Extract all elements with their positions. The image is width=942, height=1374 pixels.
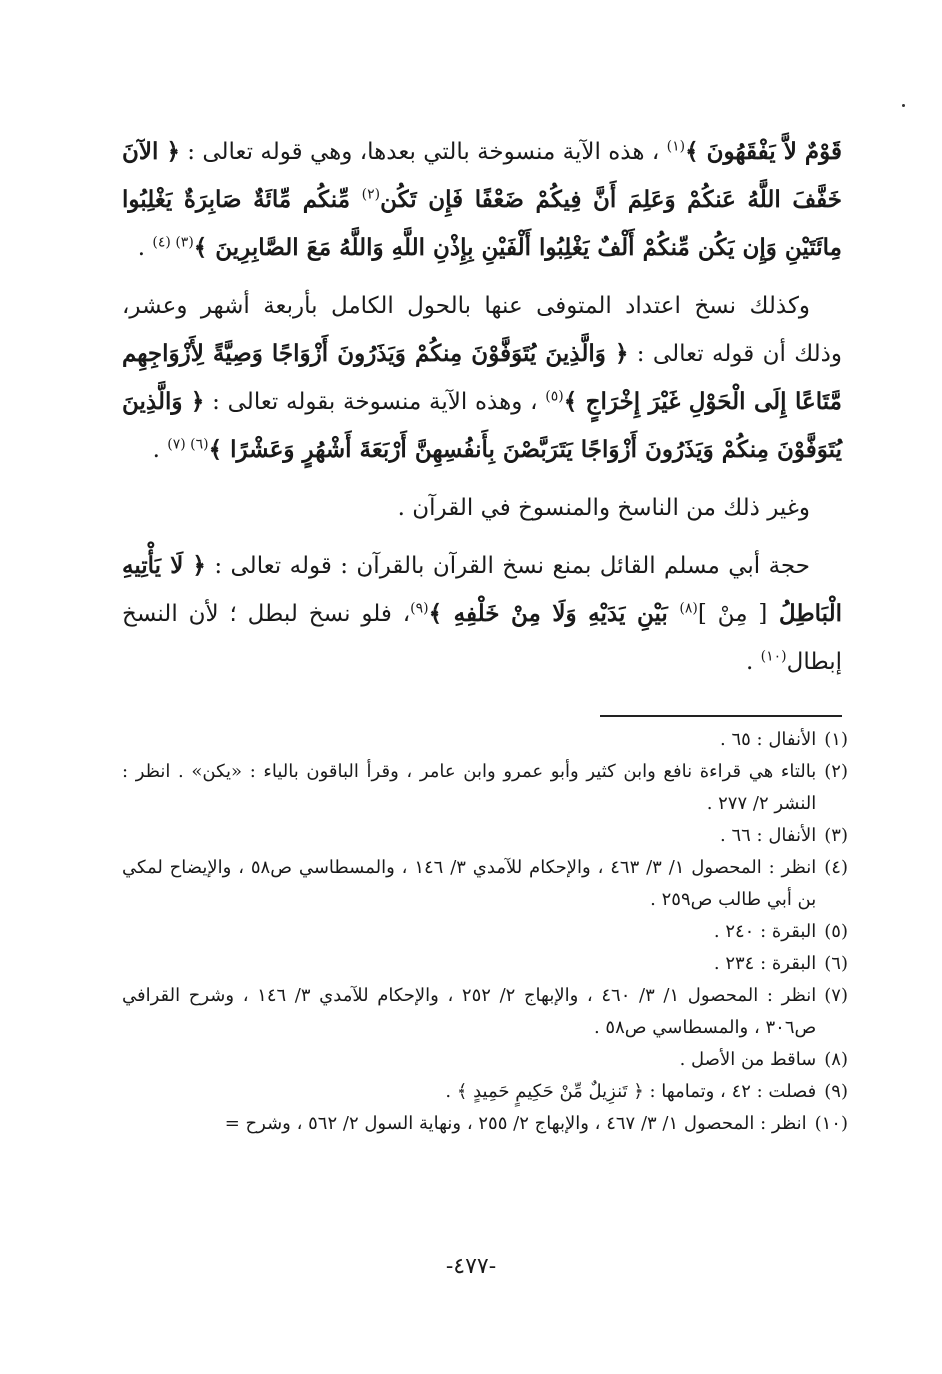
footnote-text: ساقط من الأصل . [679,1049,817,1070]
body-text: . [137,235,153,261]
footnote-number: (٧) [824,985,848,1006]
footnote-text: فصلت : ٤٢ ، وتمامها : ﴿ تَنزِيلٌ مِّنْ حَكِيمٍ حَمِيدٍ ﴾ . [445,1081,817,1102]
quran-quote: مِّنكُم مِّائَةٌ صَابِرَةٌ يَغْلِبُوا مِائَتَيْنِ وَإِن يَكُن مِّنكُمْ أَلْفٌ يَغْلِبُوا أَلْفَيْنِ بِإِذْنِ اللَّهِ وَاللَّهُ مَعَ الصَّابِرِينَ ﴾ [122,186,842,261]
footnote-ref: (١٠) [760,648,787,665]
print-speck [902,104,905,107]
footnote-number: (٤) [824,857,848,878]
footnote-ref: (٨) [679,600,698,617]
footnote-text: انظر : المحصول ١/ ٣/ ٤٦٣ ، والإحكام للآمدي ٣/ ١٤٦ ، والمسطاسي ص٥٨ ، والإيضاح لمكي بن أبي طالب ص٢٥٩ . [122,857,817,910]
footnote-6 [122,948,848,980]
footnote-7 [122,980,848,1044]
paragraph-2 [122,282,842,474]
footnote-3 [122,820,848,852]
footnote-ref: (٥) [545,388,564,405]
footnote-number: (٢) [824,761,848,782]
body-text: . [746,649,761,675]
footnote-text: البقرة : ٢٤٠ . [713,921,817,942]
footnote-9 [122,1076,848,1108]
page-number: -٤٧٧- [445,1254,497,1279]
footnote-text: البقرة : ٢٣٤ . [713,953,817,974]
footnote-number: (٩) [824,1081,848,1102]
quran-quote: ﴿ لَا يَأْتِيهِ الْبَاطِلُ [122,552,842,627]
footnote-10 [122,1108,848,1140]
paragraph-3 [122,484,842,532]
footnotes [122,724,848,1140]
paragraph-1 [122,128,842,272]
footnote-ref: (٦) (٧) [167,436,209,453]
footnote-number: (٦) [824,953,848,974]
body-text: ، هذه الآية منسوخة بالتي بعدها، وهي قوله تعالى : [179,139,667,165]
paragraph-4 [122,542,842,686]
body-text: ، فلو نسخ لبطل ؛ لأن النسخ إبطال [122,601,842,675]
footnote-number: (٥) [824,921,848,942]
body-text: [ مِنْ ] [697,601,768,627]
footnote-number: (٣) [824,825,848,846]
footnote-ref: (٢) [361,186,381,203]
quran-quote: بَيْنِ يَدَيْهِ وَلَا مِنْ خَلْفِهِ ﴾ [428,600,680,627]
footnote-text: انظر : المحصول ١/ ٣/ ٤٦٠ ، والإبهاج ٢/ ٢٥٢ ، والإحكام للآمدي ٣/ ١٤٦ ، وشرح القرافي ص٣٠٦ ، والمسطاسي ص٥٨ . [122,985,817,1038]
footnote-4 [122,852,848,916]
body-text: ، وهذه الآية منسوخة بقوله تعالى : [204,389,546,415]
body-text: وغير ذلك من الناسخ والمنسوخ في القرآن . [397,495,810,521]
footnote-ref: (٩) [410,600,429,617]
quran-quote: ﴿ وَالَّذِينَ يُتَوَفَّوْنَ مِنكُمْ وَيَذَرُونَ أَزْوَاجًا يَتَرَبَّصْنَ بِأَنفُسِهِنَّ أَرْبَعَةَ أَشْهُرٍ وَعَشْرًا ﴾ [122,388,842,463]
footnote-text: الأنفال : ٦٥ . [720,729,817,750]
footnote-2 [122,756,848,820]
footnote-text: الأنفال : ٦٦ . [720,825,817,846]
footnote-number: (١٠) [814,1113,848,1134]
footnote-8 [122,1044,848,1076]
quran-quote: ﴿ الآنَ خَفَّفَ اللَّهُ عَنكُمْ وَعَلِمَ أَنَّ فِيكُمْ ضَعْفًا فَإِن تَكُن [122,138,842,213]
footnote-number: (٨) [824,1049,848,1070]
footnote-ref: (١) [666,138,686,155]
footnote-separator [600,715,842,717]
body-text: . [152,437,168,463]
footnote-5 [122,916,848,948]
footnote-text: بالتاء هي قراءة نافع وابن كثير وأبو عمرو وابن عامر ، وقرأ الباقون بالياء : «يكن» . انظر : النشر ٢/ ٢٧٧ . [122,761,817,814]
footnote-text: انظر : المحصول ١/ ٣/ ٤٦٧ ، والإبهاج ٢/ ٢٥٥ ، ونهاية السول ٢/ ٥٦٢ ، وشرح = [224,1113,807,1134]
body-text: حجة أبي مسلم القائل بمنع نسخ القرآن بالقرآن : قوله تعالى : [205,553,810,579]
footnote-number: (١) [824,729,848,750]
body-text: وكذلك نسخ اعتداد المتوفى عنها بالحول الكامل بأربعة أشهر وعشر، وذلك أن قوله تعالى : [122,293,842,367]
main-text [122,128,842,686]
footnote-ref: (٣) (٤) [152,234,194,251]
quran-quote: ﴿ وَالَّذِينَ يُتَوَفَّوْنَ مِنكُمْ وَيَذَرُونَ أَزْوَاجًا وَصِيَّةً لِأَزْوَاجِهِم مَّتَاعًا إِلَى الْحَوْلِ غَيْرَ إِخْرَاجٍ ﴾ [122,340,842,415]
quran-quote: قَوْمٌ لاَّ يَفْقَهُونَ ﴾ [685,138,842,165]
footnote-1 [122,724,848,756]
